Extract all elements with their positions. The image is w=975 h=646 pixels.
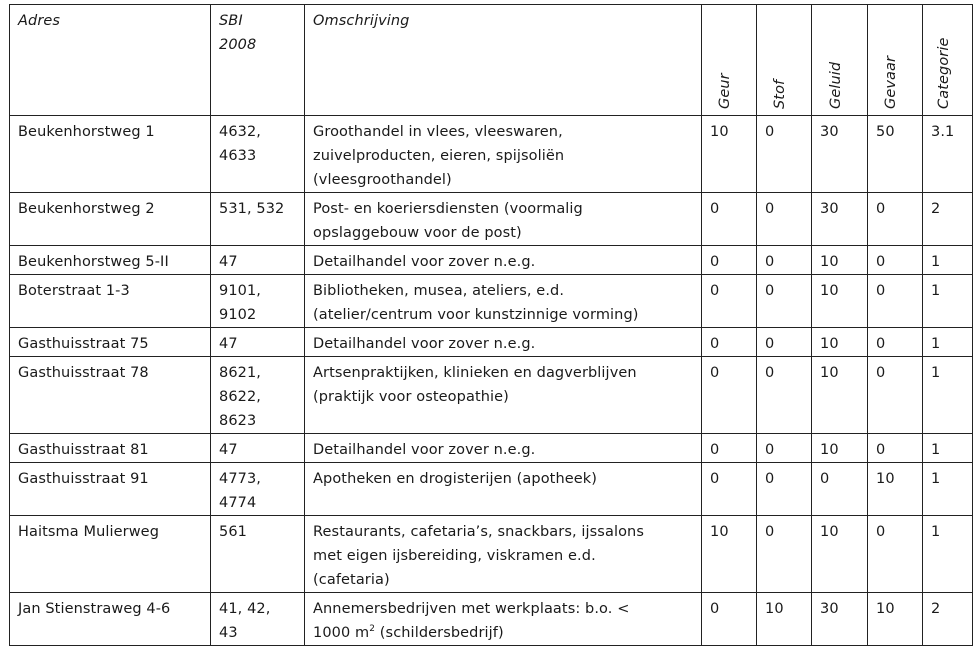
- header-stof: Stof: [757, 5, 812, 116]
- cell-stof: 0: [757, 275, 812, 328]
- cell-gevaar: 0: [868, 246, 923, 275]
- cell-omschrijving: Apotheken en drogisterijen (apotheek): [305, 463, 702, 516]
- cell-categorie: 1: [923, 328, 973, 357]
- cell-geluid: 10: [812, 357, 868, 434]
- cell-adres: Beukenhorstweg 1: [10, 116, 211, 193]
- table-row: [10, 463, 973, 516]
- cell-gevaar: 0: [868, 516, 923, 593]
- cell-adres: Gasthuisstraat 81: [10, 434, 211, 463]
- header-gevaar: Gevaar: [868, 5, 923, 116]
- cell-stof: 0: [757, 516, 812, 593]
- header-geluid: Geluid: [812, 5, 868, 116]
- cell-geur: 0: [702, 328, 757, 357]
- cell-sbi: 8621, 8622, 8623: [211, 357, 305, 434]
- header-adres: Adres: [10, 5, 211, 116]
- cell-sbi: 47: [211, 328, 305, 357]
- header-sbi: SBI 2008: [211, 5, 305, 116]
- cell-geluid: 10: [812, 516, 868, 593]
- cell-geur: 0: [702, 434, 757, 463]
- cell-adres: Beukenhorstweg 2: [10, 193, 211, 246]
- cell-adres: Gasthuisstraat 75: [10, 328, 211, 357]
- cell-adres: Gasthuisstraat 91: [10, 463, 211, 516]
- cell-omschrijving: Bibliotheken, musea, ateliers, e.d. (atelier/centrum voor kunstzinnige vorming): [305, 275, 702, 328]
- cell-stof: 10: [757, 593, 812, 646]
- cell-categorie: 1: [923, 516, 973, 593]
- cell-sbi: 4632, 4633: [211, 116, 305, 193]
- cell-categorie: 1: [923, 357, 973, 434]
- cell-adres: Boterstraat 1-3: [10, 275, 211, 328]
- cell-categorie: 1: [923, 275, 973, 328]
- cell-stof: 0: [757, 434, 812, 463]
- cell-stof: 0: [757, 357, 812, 434]
- table-row: [10, 246, 973, 275]
- cell-adres: Haitsma Mulierweg: [10, 516, 211, 593]
- header-geur: Geur: [702, 5, 757, 116]
- cell-sbi: 531, 532: [211, 193, 305, 246]
- cell-categorie: 1: [923, 246, 973, 275]
- cell-stof: 0: [757, 116, 812, 193]
- cell-sbi: 47: [211, 246, 305, 275]
- cell-geur: 0: [702, 357, 757, 434]
- cell-omschrijving: Detailhandel voor zover n.e.g.: [305, 434, 702, 463]
- cell-omschrijving: Post- en koeriersdiensten (voormalig opslaggebouw voor de post): [305, 193, 702, 246]
- cell-gevaar: 0: [868, 328, 923, 357]
- cell-gevaar: 0: [868, 357, 923, 434]
- cell-omschrijving: Artsenpraktijken, klinieken en dagverblijven (praktijk voor osteopathie): [305, 357, 702, 434]
- cell-adres: Gasthuisstraat 78: [10, 357, 211, 434]
- table-row: [10, 593, 973, 646]
- header-categorie: Categorie: [923, 5, 973, 116]
- cell-sbi: 47: [211, 434, 305, 463]
- table-row: [10, 357, 973, 434]
- cell-categorie: 2: [923, 593, 973, 646]
- cell-omschrijving: Detailhandel voor zover n.e.g.: [305, 328, 702, 357]
- cell-omschrijving: Annemersbedrijven met werkplaats: b.o. < 1000 $m^2$ (schildersbedrijf): [305, 593, 702, 646]
- cell-stof: 0: [757, 463, 812, 516]
- cell-geluid: 10: [812, 275, 868, 328]
- table-row: [10, 328, 973, 357]
- cell-categorie: 1: [923, 463, 973, 516]
- cell-geluid: 30: [812, 116, 868, 193]
- cell-gevaar: 10: [868, 593, 923, 646]
- cell-gevaar: 10: [868, 463, 923, 516]
- cell-sbi: 41, 42, 43: [211, 593, 305, 646]
- cell-omschrijving: Detailhandel voor zover n.e.g.: [305, 246, 702, 275]
- cell-stof: 0: [757, 328, 812, 357]
- cell-geur: 0: [702, 246, 757, 275]
- cell-gevaar: 0: [868, 275, 923, 328]
- table-row: [10, 516, 973, 593]
- cell-geur: 0: [702, 275, 757, 328]
- cell-geur: 0: [702, 593, 757, 646]
- cell-gevaar: 50: [868, 116, 923, 193]
- cell-gevaar: 0: [868, 434, 923, 463]
- cell-geur: 0: [702, 193, 757, 246]
- cell-geluid: 0: [812, 463, 868, 516]
- cell-geur: 10: [702, 116, 757, 193]
- cell-sbi: 9101, 9102: [211, 275, 305, 328]
- header-row: [10, 5, 973, 116]
- cell-categorie: 1: [923, 434, 973, 463]
- cell-stof: 0: [757, 246, 812, 275]
- cell-stof: 0: [757, 193, 812, 246]
- header-omschrijving: Omschrijving: [305, 5, 702, 116]
- cell-geluid: 30: [812, 193, 868, 246]
- table-row: [10, 116, 973, 193]
- cell-geluid: 10: [812, 328, 868, 357]
- cell-geluid: 30: [812, 593, 868, 646]
- cell-sbi: 561: [211, 516, 305, 593]
- sbi-table: [9, 4, 973, 646]
- cell-geluid: 10: [812, 434, 868, 463]
- cell-omschrijving: Groothandel in vlees, vleeswaren, zuivelproducten, eieren, spijsoliën (vleesgroothandel): [305, 116, 702, 193]
- table-row: [10, 275, 973, 328]
- cell-sbi: 4773, 4774: [211, 463, 305, 516]
- cell-adres: Beukenhorstweg 5-II: [10, 246, 211, 275]
- table-row: [10, 193, 973, 246]
- cell-geluid: 10: [812, 246, 868, 275]
- cell-categorie: 2: [923, 193, 973, 246]
- cell-omschrijving: Restaurants, cafetaria’s, snackbars, ijssalons met eigen ijsbereiding, viskramen e.d. (cafetaria): [305, 516, 702, 593]
- table-row: [10, 434, 973, 463]
- cell-geur: 10: [702, 516, 757, 593]
- cell-adres: Jan Stienstraweg 4-6: [10, 593, 211, 646]
- cell-gevaar: 0: [868, 193, 923, 246]
- cell-categorie: 3.1: [923, 116, 973, 193]
- cell-geur: 0: [702, 463, 757, 516]
